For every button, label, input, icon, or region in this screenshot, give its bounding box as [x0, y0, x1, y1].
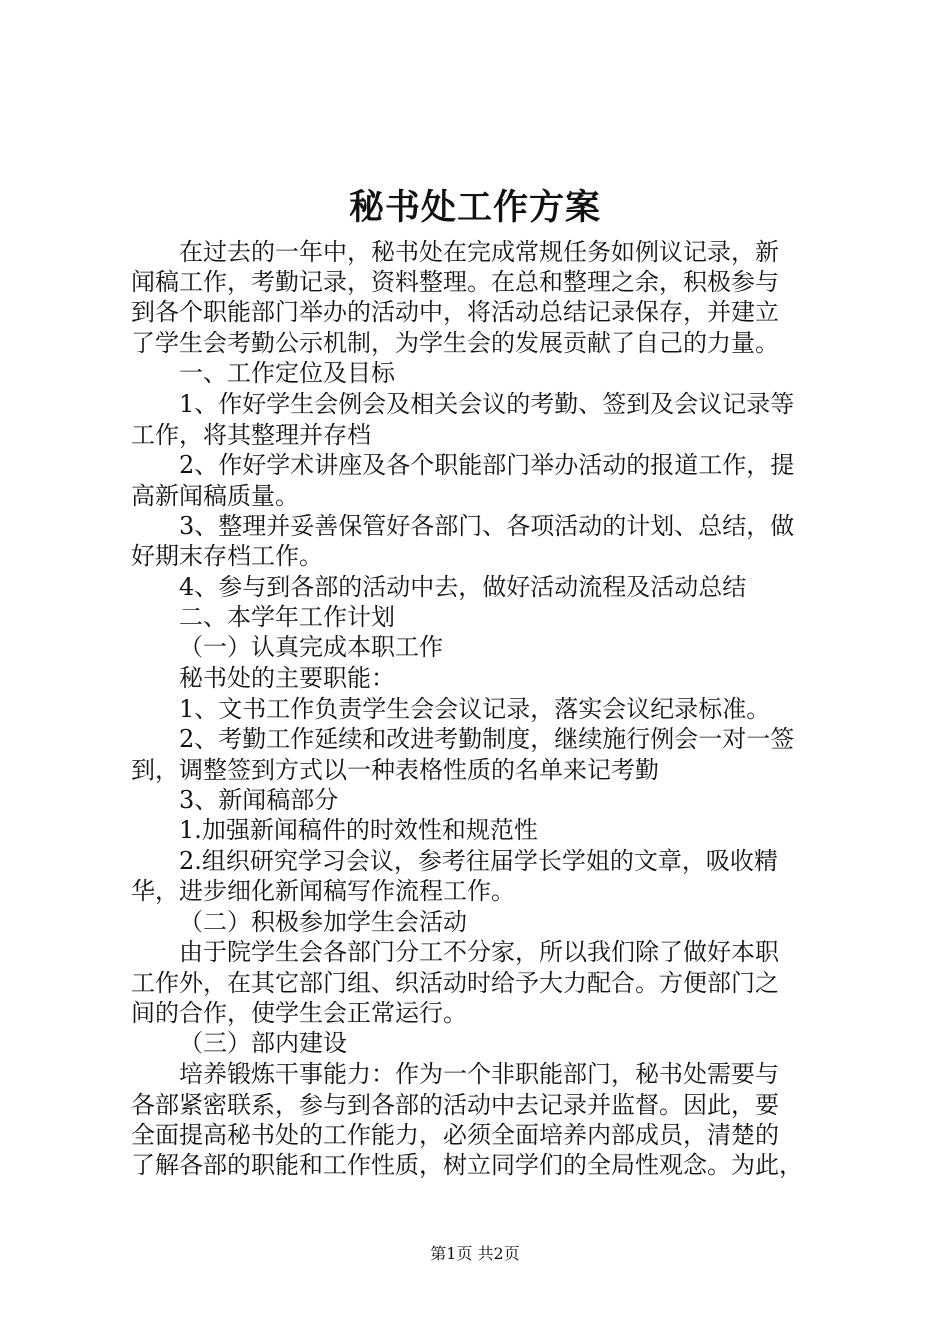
text-line: 秘书处的主要职能： [179, 664, 395, 692]
text-line: 到，调整签到方式以一种表格性质的名单来记考勤 [131, 756, 659, 784]
text-line: 1、作好学生会例会及相关会议的考勤、签到及会议记录等 [179, 390, 795, 418]
text-line: 2、考勤工作延续和改进考勤制度，继续施行例会一对一签 [179, 725, 795, 753]
text-line: 华，进步细化新闻稿写作流程工作。 [131, 877, 515, 905]
text-line: 由于院学生会各部门分工不分家，所以我们除了做好本职 [179, 938, 779, 966]
text-line: 到各个职能部门举办的活动中，将活动总结记录保存，并建立 [131, 298, 779, 326]
text-line: 全面提高秘书处的工作能力，必须全面培养内部成员，清楚的 [131, 1121, 779, 1149]
text-line: 在过去的一年中，秘书处在完成常规任务如例议记录，新 [179, 238, 779, 266]
section-heading: 一、工作定位及目标 [179, 359, 395, 387]
text-line: 各部紧密联系，参与到各部的活动中去记录并监督。因此，要 [131, 1091, 779, 1119]
subsection-heading: （二）积极参加学生会活动 [179, 908, 467, 936]
subsection-heading: （三）部内建设 [179, 1029, 347, 1057]
text-line: 好期末存档工作。 [131, 542, 323, 570]
text-line: 高新闻稿质量。 [131, 482, 299, 510]
subsection-heading: （一）认真完成本职工作 [179, 633, 443, 661]
text-line: 4、参与到各部的活动中去，做好活动流程及活动总结 [179, 573, 747, 601]
text-line: 2、作好学术讲座及各个职能部门举办活动的报道工作，提 [179, 451, 795, 479]
text-line: 培养锻炼干事能力：作为一个非职能部门，秘书处需要与 [179, 1060, 779, 1088]
text-line: 间的合作，使学生会正常运行。 [131, 999, 467, 1027]
text-line: 了学生会考勤公示机制，为学生会的发展贡献了自己的力量。 [131, 329, 779, 357]
text-line: 3、整理并妥善保管好各部门、各项活动的计划、总结，做 [179, 512, 795, 540]
text-line: 1.加强新闻稿件的时效性和规范性 [179, 816, 538, 844]
text-line: 闻稿工作，考勤记录，资料整理。在总和整理之余，积极参与 [131, 268, 779, 296]
text-line: 工作外，在其它部门组、织活动时给予大力配合。方便部门之 [131, 969, 779, 997]
text-line: 3、新闻稿部分 [179, 786, 339, 814]
text-line: 1、文书工作负责学生会会议记录，落实会议纪录标准。 [179, 695, 771, 723]
text-line: 2.组织研究学习会议，参考往届学长学姐的文章，吸收精 [179, 847, 778, 875]
document-title: 秘书处工作方案 [348, 187, 601, 228]
page-footer: 第1页 共2页 [430, 1244, 520, 1263]
text-line: 工作，将其整理并存档 [131, 421, 371, 449]
text-line: 了解各部的职能和工作性质，树立同学们的全局性观念。为此， [131, 1151, 803, 1179]
section-heading: 二、本学年工作计划 [179, 603, 395, 631]
